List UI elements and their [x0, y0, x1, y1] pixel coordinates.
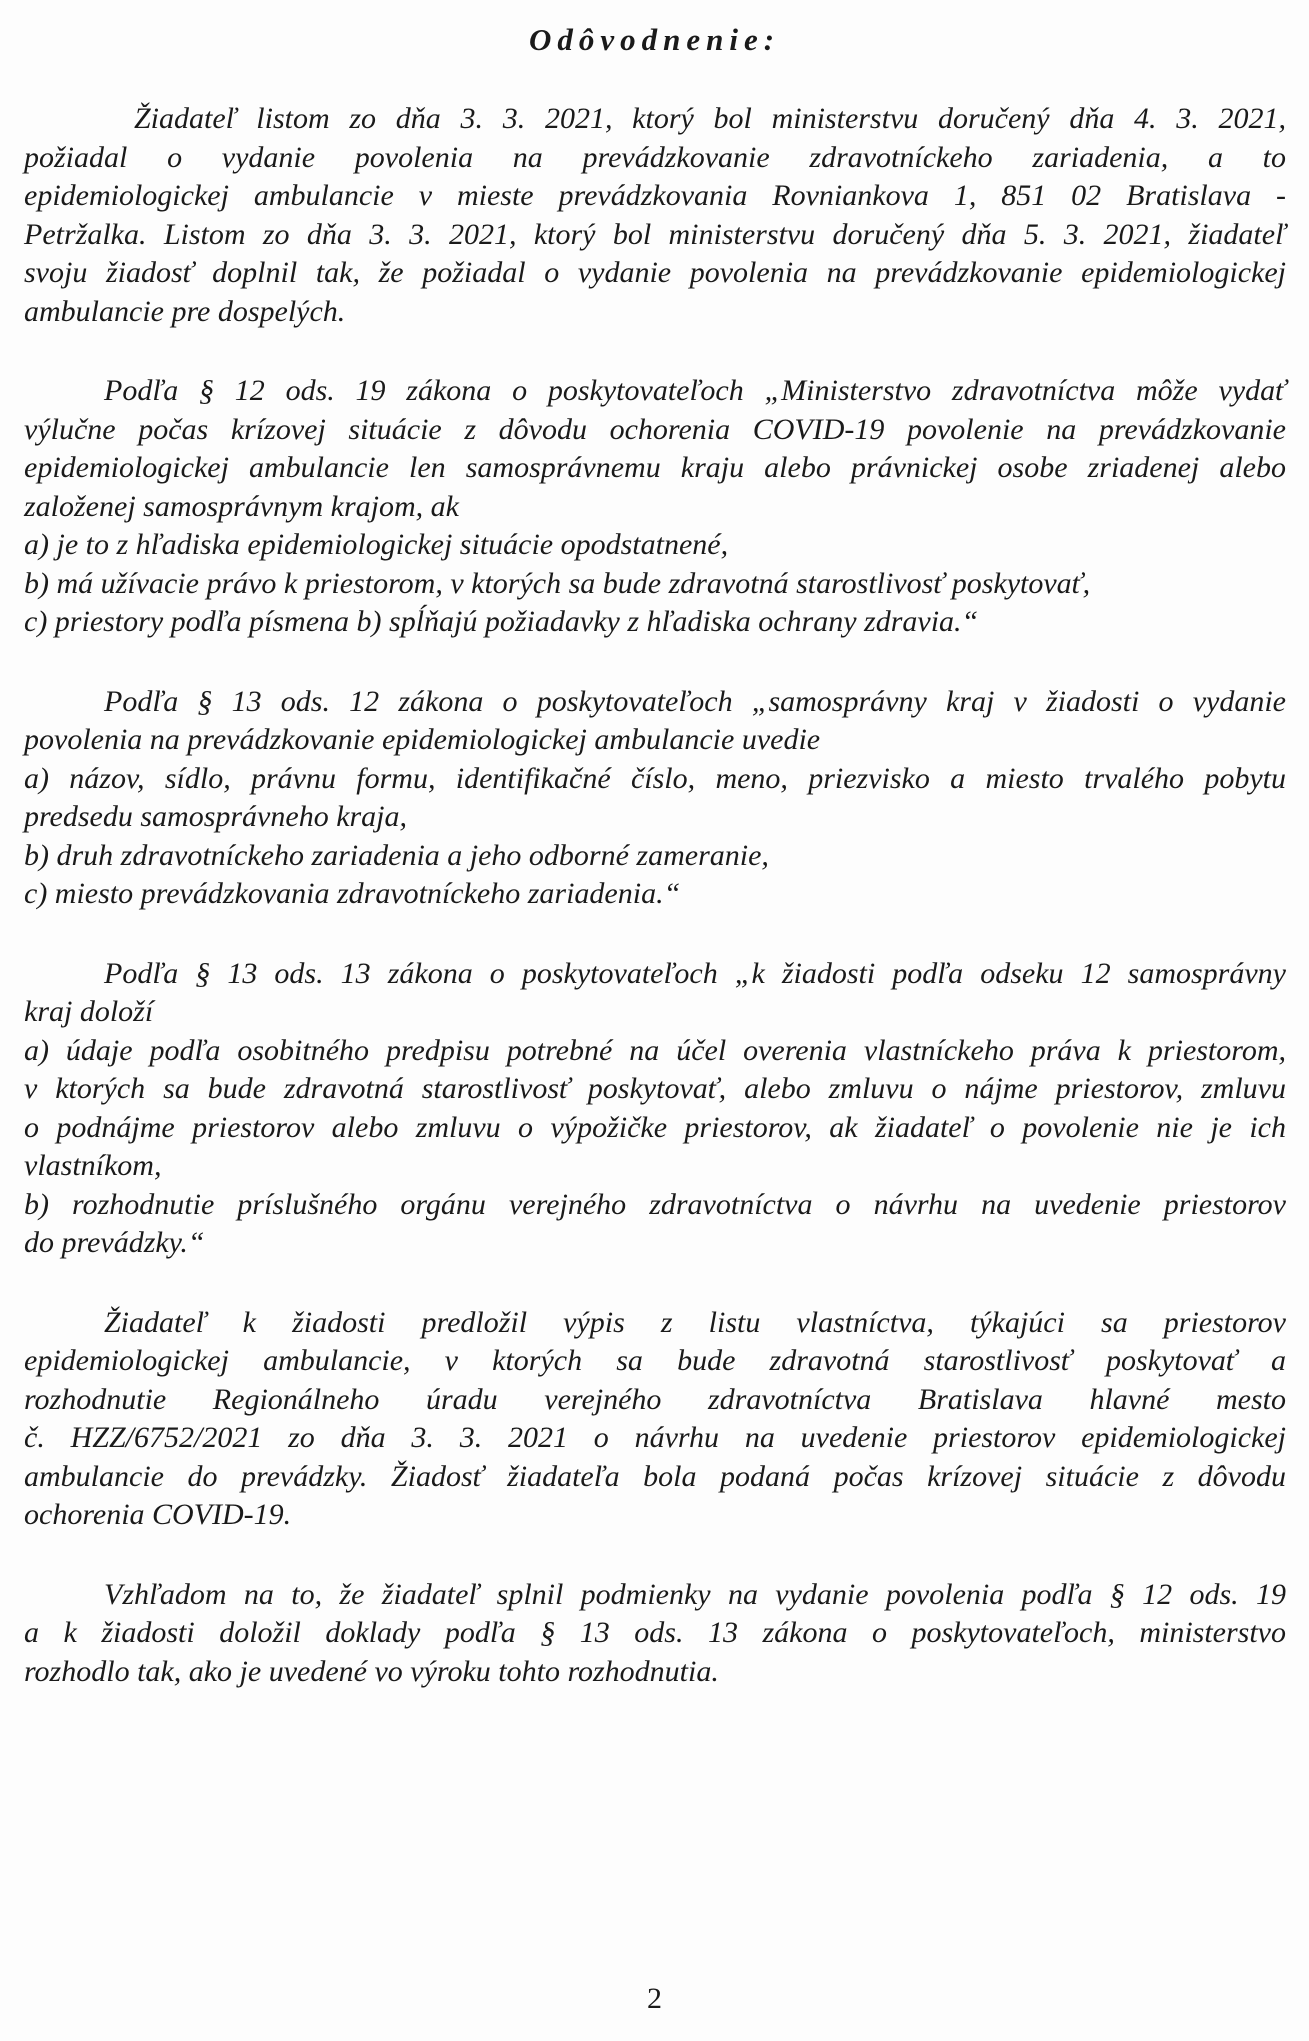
text-line: ambulancie pre dospelých.	[24, 294, 346, 328]
list-item: b) druh zdravotníckeho zariadenia a jeho odborné zameranie,	[24, 838, 769, 872]
text-line: kraj doloží	[24, 995, 154, 1028]
text-line: v ktorých sa bude zdravotná starostlivosť poskytovať, alebo zmluvu o nájme priestorov, zmluvu	[24, 1072, 1286, 1105]
list-item: a) údaje podľa osobitného predpisu potrebné na účel overenia vlastníckeho práva k priestorom,	[24, 1033, 1286, 1067]
list-item: b) rozhodnutie príslušného orgánu verejného zdravotníctva o návrhu na uvedenie priestorov	[24, 1187, 1286, 1221]
paragraph-application	[24, 100, 1286, 331]
text-line: o podnájme priestorov alebo zmluvu o výpožičke priestorov, ak žiadateľ o povolenie nie je ich	[24, 1110, 1286, 1144]
document-body	[24, 100, 1286, 1691]
text-line: vlastníkom,	[24, 1149, 162, 1182]
text-line: Žiadateľ k žiadosti predložil výpis z listu vlastníctva, týkajúci sa priestorov	[104, 1305, 1286, 1339]
text-line: Podľa § 13 ods. 12 zákona o poskytovateľoch „samosprávny kraj v žiadosti o vydanie	[104, 684, 1286, 718]
text-line: Podľa § 13 ods. 13 zákona o poskytovateľoch „k žiadosti podľa odseku 12 samosprávny	[104, 956, 1286, 990]
list-item: c) miesto prevádzkovania zdravotníckeho zariadenia.“	[24, 877, 681, 910]
text-line: Petržalka. Listom zo dňa 3. 3. 2021, ktorý bol ministerstvu doručený dňa 5. 3. 2021, žiadateľ	[24, 217, 1286, 251]
text-line: založenej samosprávnym krajom, ak	[24, 489, 459, 523]
text-line: Vzhľadom na to, že žiadateľ splnil podmienky na vydanie povolenia podľa § 12 ods. 19	[104, 1577, 1286, 1611]
text-line: č. HZZ/6752/2021 zo dňa 3. 3. 2021 o návrhu na uvedenie priestorov epidemiologickej	[24, 1421, 1286, 1454]
text-line: ochorenia COVID-19.	[24, 1498, 292, 1531]
list-item: c) priestory podľa písmena b) spĺňajú požiadavky z hľadiska ochrany zdravia.“	[24, 605, 979, 638]
paragraph-section-13-13	[24, 955, 1286, 1263]
document-title: Odôvodnenie:	[528, 22, 781, 57]
text-line: Podľa § 12 ods. 19 zákona o poskytovateľoch „Ministerstvo zdravotníctva môže vydať	[104, 374, 1286, 407]
paragraph-section-12-19	[24, 372, 1286, 642]
text-line: epidemiologickej ambulancie len samosprávnemu kraju alebo právnickej osobe zriadenej alebo	[24, 451, 1286, 484]
text-line: výlučne počas krízovej situácie z dôvodu ochorenia COVID-19 povolenie na prevádzkovanie	[24, 412, 1286, 446]
text-line: Žiadateľ listom zo dňa 3. 3. 2021, ktorý bol ministerstvu doručený dňa 4. 3. 2021,	[134, 102, 1286, 135]
paragraph-conclusion	[24, 1576, 1286, 1692]
text-line: rozhodnutie Regionálneho úradu verejného zdravotníctva Bratislava hlavné mesto	[24, 1382, 1286, 1416]
page-number: 2	[647, 1982, 662, 2015]
paragraph-section-13-12	[24, 683, 1286, 914]
text-line: predsedu samosprávneho kraja,	[24, 800, 408, 833]
text-line: do prevádzky.“	[24, 1226, 205, 1259]
list-item: a) názov, sídlo, právnu formu, identifikačné číslo, meno, priezvisko a miesto trvalého pobytu	[24, 761, 1286, 795]
text-line: epidemiologickej ambulancie v mieste prevádzkovania Rovniankova 1, 851 02 Bratislava -	[24, 179, 1286, 212]
text-line: rozhodlo tak, ako je uvedené vo výroku tohto rozhodnutia.	[24, 1654, 719, 1688]
list-item: b) má užívacie právo k priestorom, v ktorých sa bude zdravotná starostlivosť poskytovať,	[24, 566, 1091, 600]
text-line: epidemiologickej ambulancie, v ktorých sa bude zdravotná starostlivosť poskytovať a	[24, 1344, 1286, 1377]
text-line: požiadal o vydanie povolenia na prevádzkovanie zdravotníckeho zariadenia, a to	[24, 140, 1286, 174]
text-line: a k žiadosti doložil doklady podľa § 13 ods. 13 zákona o poskytovateľoch, ministerstvo	[24, 1616, 1286, 1649]
text-line: svoju žiadosť doplnil tak, že požiadal o vydanie povolenia na prevádzkovanie epidemiologickej	[24, 256, 1286, 289]
list-item: a) je to z hľadiska epidemiologickej situácie opodstatnené,	[24, 528, 729, 561]
text-line: povolenia na prevádzkovanie epidemiologickej ambulancie uvedie	[24, 723, 821, 756]
text-line: ambulancie do prevádzky. Žiadosť žiadateľa bola podaná počas krízovej situácie z dôvodu	[24, 1459, 1286, 1493]
paragraph-submitted-documents	[24, 1304, 1286, 1535]
